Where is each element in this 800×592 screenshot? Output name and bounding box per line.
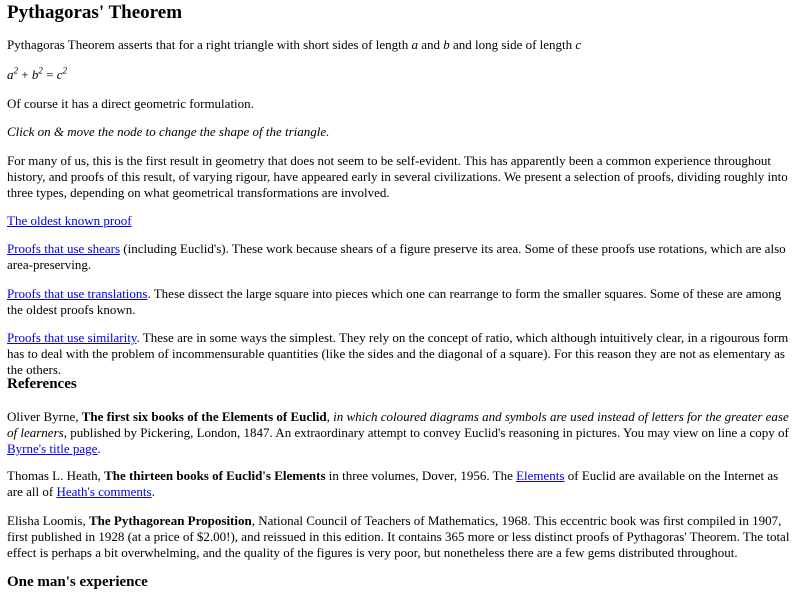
formula-c: c	[56, 67, 63, 82]
translations-paragraph	[7, 286, 794, 318]
overview-paragraph: For many of us, this is the first result in geometry that does not seem to be self-evident. This has apparently been a common experience throughout history, and proofs of this result, of varying rigour, have appeared early in several civilizations. We present a selection of proofs, dividing roughly into three types, depending on what geometrical transformations are involved.	[7, 153, 788, 200]
ref-loomis-text: , National Council of Teachers of Mathematics, 1968. This eccentric book was first compiled in 1907, first published in 1928 (at a price of $2.00!), and reissued in this edition. It contains 365 more or less distinct proofs of Pythagoras' Theorem. The total effect is perhaps a bit overwhelming, and the quality of the figures is very poor, but nonetheless there are a few gems distributed throughout.	[7, 513, 790, 560]
intro-text-after: and long side of length	[453, 37, 573, 52]
ref-byrne	[7, 409, 794, 457]
experience-heading: One man's experience	[7, 574, 148, 590]
ref-loomis-title: The Pythagorean Proposition	[88, 513, 252, 528]
formula-exp-b: 2	[38, 65, 43, 76]
oldest-proof-paragraph	[7, 213, 794, 229]
var-c: c	[575, 37, 582, 52]
references-heading: References	[7, 376, 77, 392]
byrne-title-page-link[interactable]: Byrne's title page	[7, 441, 98, 456]
ref-byrne-text: , published by Pickering, London, 1847. An extraordinary attempt to convey Euclid's reasoning in pictures. You may view on line a copy of	[63, 425, 789, 440]
ref-loomis	[7, 513, 794, 561]
heath-comments-link[interactable]: Heath's comments	[56, 484, 152, 499]
formula-a: a	[7, 67, 14, 82]
translations-link[interactable]: Proofs that use translations	[7, 286, 148, 301]
ref-byrne-author: Oliver Byrne,	[7, 409, 82, 424]
formula-b: b	[31, 67, 39, 82]
ref-loomis-author: Elisha Loomis,	[7, 513, 89, 528]
formula-plus: +	[18, 67, 32, 82]
shears-paragraph	[7, 241, 794, 273]
page-title: Pythagoras' Theorem	[7, 2, 183, 23]
ref-byrne-desc: , in which coloured diagrams and symbols are used instead of letters for the greater ease of learners	[7, 409, 789, 440]
geometric-text: Of course it has a direct geometric formulation.	[7, 96, 254, 111]
similarity-paragraph	[7, 330, 794, 378]
ref-heath-text: in three volumes, Dover, 1956. The	[325, 468, 517, 483]
ref-byrne-title: The first six books of the Elements of Euclid	[81, 409, 327, 424]
formula	[7, 67, 794, 83]
shears-text: (including Euclid's). These work because shears of a figure preserve its area. Some of these proofs use rotations, which are also area-preserving.	[7, 241, 786, 272]
similarity-link[interactable]: Proofs that use similarity	[7, 330, 137, 345]
instruction-text: Click on & move the node to change the shape of the triangle.	[7, 124, 330, 139]
intro-paragraph	[7, 37, 794, 53]
var-a: a	[411, 37, 418, 52]
ref-heath-end: .	[151, 484, 155, 499]
var-b: b	[443, 37, 450, 52]
ref-byrne-end: .	[97, 441, 101, 456]
ref-heath-text2: of Euclid are available on the Internet as are all of	[7, 468, 779, 499]
ref-heath-author: Thomas L. Heath,	[7, 468, 105, 483]
ref-heath-title: The thirteen books of Euclid's Elements	[104, 468, 326, 483]
formula-exp-a: 2	[13, 65, 18, 76]
formula-exp-c: 2	[62, 65, 67, 76]
shears-link[interactable]: Proofs that use shears	[7, 241, 121, 256]
formula-equals: =	[42, 67, 57, 82]
oldest-proof-link[interactable]: The oldest known proof	[7, 213, 132, 228]
intro-text-before: Pythagoras Theorem asserts that for a right triangle with short sides of length	[7, 37, 409, 52]
translations-text: . These dissect the large square into pieces which one can rearrange to form the smaller squares. Some of these are among the oldest proofs known.	[7, 286, 782, 317]
ref-heath	[7, 468, 794, 500]
similarity-text: . These are in some ways the simplest. They rely on the concept of ratio, which although intuitively clear, in a rigourous form has to deal with the problem of incommensurable quantities (like the sides and the diagonal of a square). For this reason they are not as elementary as the others.	[7, 330, 789, 377]
elements-link[interactable]: Elements	[516, 468, 565, 483]
intro-text-and: and	[421, 37, 441, 52]
